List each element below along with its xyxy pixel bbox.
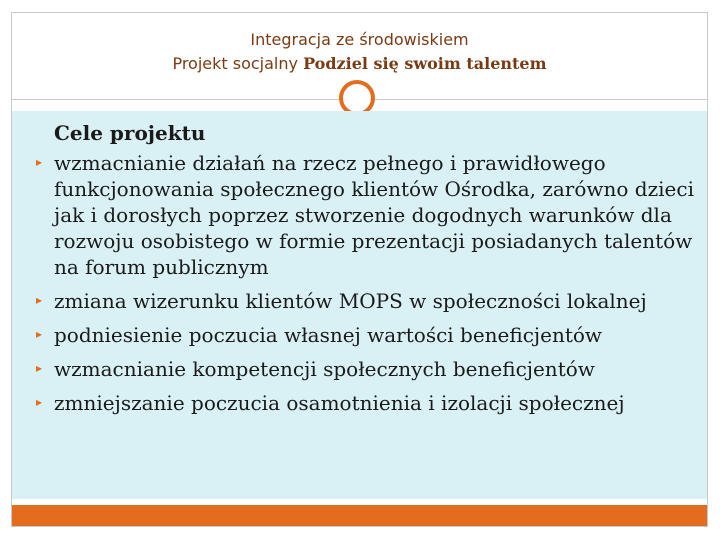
project-title: Podziel się swoim talentem (303, 54, 547, 73)
header-title-line (12, 54, 707, 73)
arrow-bullet-icon (36, 395, 50, 409)
list-item (34, 322, 694, 348)
list-item (34, 390, 694, 416)
list-item (34, 288, 694, 314)
arrow-bullet-icon (36, 293, 50, 307)
list-item (34, 356, 694, 382)
list-item-text: wzmacnianie kompetencji społecznych beneficjentów (54, 357, 595, 381)
header-subtitle: Integracja ze środowiskiem (250, 30, 469, 49)
list-item-text: podniesienie poczucia własnej wartości beneficjentów (54, 323, 603, 347)
list-item-text: wzmacnianie działań na rzecz pełnego i prawidłowego funkcjonowania społecznego klientów Ośrodka, zarówno dzieci jak i dorosłych poprzez stworzenie dogodnych warunków dla rozwoju osobistego w formie prezentacji posiadanych talentów na forum publicznym (54, 151, 694, 279)
section-heading: Cele projektu (54, 121, 206, 145)
list-item-text: zmiana wizerunku klientów MOPS w społeczności lokalnej (54, 289, 647, 313)
list-item (34, 150, 694, 280)
header-title-prefix: Projekt socjalny (172, 54, 304, 73)
arrow-bullet-icon (36, 327, 50, 341)
content-text (34, 120, 694, 424)
arrow-bullet-icon (36, 155, 50, 169)
list-item-text: zmniejszanie poczucia osamotnienia i izolacji społecznej (54, 391, 625, 415)
arrow-bullet-icon (36, 361, 50, 375)
footer-accent-bar (12, 505, 707, 526)
